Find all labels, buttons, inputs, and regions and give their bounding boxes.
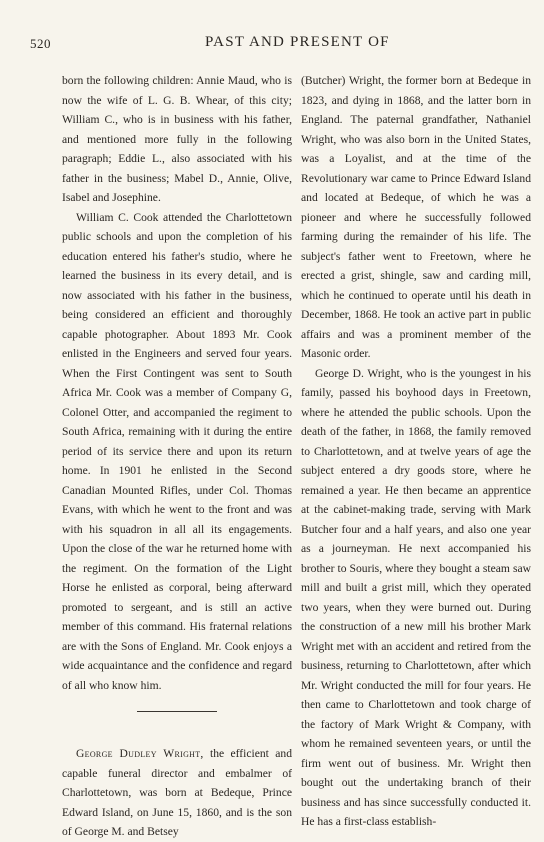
intro-text: the efficient and capable funeral director and embalmer of Charlottetown, was born at Bedeque, Prince Edward Island, on June 15, 1860, and is the son of George M. and Betsey xyxy=(62,747,292,838)
section-divider xyxy=(137,711,217,712)
running-title: PAST AND PRESENT OF xyxy=(205,34,390,50)
left-column xyxy=(62,71,292,842)
paragraph-william-cook: William C. Cook attended the Charlottetown public schools and upon the completion of his education entered his father's studio, where he learned the business in its every detail, and is now associated with his father in the business, being considered an efficient and thoroughly capable photographer. About 1893 Mr. Cook enlisted in the Engineers and served four years. When the First Contingent was sent to South Africa Mr. Cook was a member of Company G, Colonel Otter, and accompanied the regiment to South Africa, remaining with it during the entire period of its service there and upon its return home. In 1901 he enlisted in the Second Canadian Mounted Rifles, under Col. Thomas Evans, with which he went to the front and was with his squadron in all all its engagements. Upon the close of the war he returned home with the regiment. On the formation of the Light Horse he enlisted as corporal, being afterward promoted to sergeant, and is still an active member of this command. His fraternal relations are with the Sons of England. Mr. Cook enjoys a wide acquaintance and the confidence and regard of all who know him. xyxy=(62,210,292,692)
page-header xyxy=(0,26,544,51)
paragraph-george-wright-intro xyxy=(62,744,292,842)
subject-name: George Dudley Wright, xyxy=(76,747,204,760)
paragraph-wright-family: (Butcher) Wright, the former born at Bedeque in 1823, and dying in 1868, and the latter born in England. The paternal grandfather, Nathaniel Wright, who was also born in the United States, was a Loyalist, and at the time of the Revolutionary war came to Prince Edward Island and located at Bedeque, of which he was a pioneer and where he successfully followed farming during the remainder of his life. The subject's father went to Freetown, where he erected a grist, shingle, saw and carding mill, which he continued to operate until his death in December, 1868. He took an active part in public affairs and was a prominent member of the Masonic order. xyxy=(301,74,531,360)
paragraph-george-wright-career: George D. Wright, who is the youngest in his family, passed his boyhood days in Freetown, where he attended the public schools. Upon the death of the father, in 1868, the family removed to Charlottetown, and at twelve years of age the subject entered a dry goods store, where he remained a year. He then became an apprentice at the cabinet-making trade, serving with Mark Butcher four and a half years, and also one year as a journeyman. He next accompanied his brother to Souris, where they bought a steam saw mill and built a grist mill, which they operated two years, when they were burned out. During the construction of a new mill his brother Mark Wright met with an accident and retired from the business, returning to Charlottetown, after which Mr. Wright conducted the mill for four years. He then came to Charlottetown and took charge of the factory of Mark Wright & Company, with whom he remained seventeen years, or until the firm went out of business. Mr. Wright then bought out the undertaking branch of their business and has since successfully conducted it. He has a first-class establish- xyxy=(301,366,531,828)
paragraph-children-list: born the following children: Annie Maud, who is now the wife of L. G. B. Whear, of this city; William C., who is in business with his father, and mentioned more fully in the following paragraph; Eddie L., also associated with his father in the business; Mabel D., Annie, Olive, Isabel and Josephine. xyxy=(62,74,292,204)
page-number: 520 xyxy=(30,36,51,51)
right-column xyxy=(301,71,531,832)
